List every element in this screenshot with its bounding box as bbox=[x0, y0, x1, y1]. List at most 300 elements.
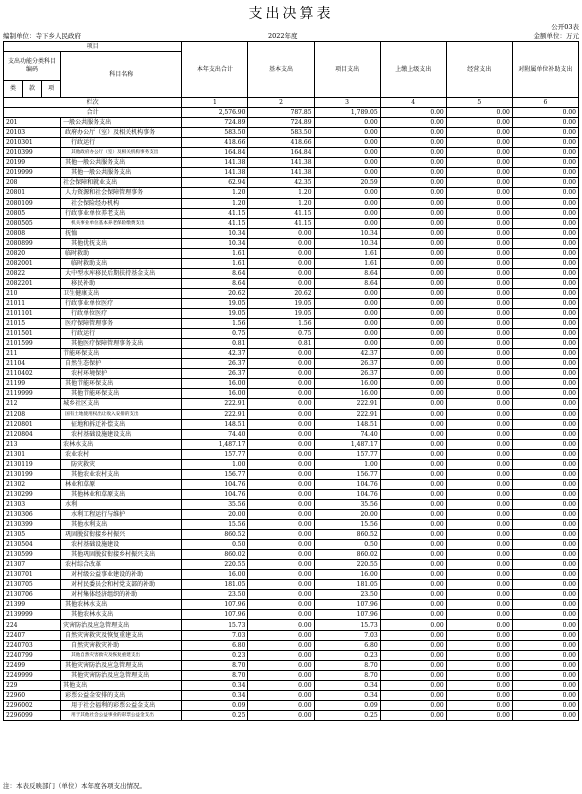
row-value: 0.00 bbox=[512, 228, 578, 238]
table-row bbox=[4, 690, 579, 700]
row-value: 0.00 bbox=[380, 509, 446, 519]
row-value: 0.00 bbox=[446, 459, 512, 469]
row-code: 21305 bbox=[4, 530, 61, 540]
row-value: 0.00 bbox=[512, 600, 578, 610]
table-row bbox=[4, 399, 579, 409]
row-value: 0.00 bbox=[512, 580, 578, 590]
table-row bbox=[4, 339, 579, 349]
row-value: 0.00 bbox=[512, 188, 578, 198]
row-value: 0.00 bbox=[248, 399, 314, 409]
row-value: 0.00 bbox=[446, 379, 512, 389]
row-value: 0.00 bbox=[446, 680, 512, 690]
row-value: 0.00 bbox=[512, 359, 578, 369]
row-value: 0.00 bbox=[380, 429, 446, 439]
row-value: 26.37 bbox=[314, 359, 380, 369]
row-value: 0.00 bbox=[446, 409, 512, 419]
row-code: 2119999 bbox=[4, 389, 61, 399]
row-value: 157.77 bbox=[182, 449, 248, 459]
row-value: 0.00 bbox=[248, 550, 314, 560]
row-code: 20801 bbox=[4, 188, 61, 198]
row-value: 0.00 bbox=[512, 128, 578, 138]
row-value: 41.15 bbox=[248, 218, 314, 228]
row-name: 卫生健康支出 bbox=[61, 288, 182, 298]
table-row bbox=[4, 570, 579, 580]
row-value: 20.00 bbox=[182, 509, 248, 519]
table-row bbox=[4, 489, 579, 499]
row-value: 0.00 bbox=[248, 419, 314, 429]
table-row bbox=[4, 409, 579, 419]
row-value: 26.37 bbox=[182, 369, 248, 379]
row-value: 0.00 bbox=[512, 238, 578, 248]
table-row bbox=[4, 138, 579, 148]
row-value: 0.34 bbox=[182, 680, 248, 690]
row-name: 彩票公益金安排的支出 bbox=[61, 690, 182, 700]
row-value: 0.00 bbox=[314, 288, 380, 298]
row-value: 0.00 bbox=[446, 228, 512, 238]
row-value: 0.00 bbox=[314, 298, 380, 308]
row-name: 其他水利支出 bbox=[61, 520, 182, 530]
row-value: 156.77 bbox=[314, 469, 380, 479]
row-value: 0.00 bbox=[380, 449, 446, 459]
row-value: 0.00 bbox=[248, 700, 314, 710]
row-value: 418.66 bbox=[182, 138, 248, 148]
row-value: 0.00 bbox=[512, 439, 578, 449]
row-value: 0.00 bbox=[446, 690, 512, 700]
row-name: 行政事业单位医疗 bbox=[61, 298, 182, 308]
row-value: 15.73 bbox=[314, 620, 380, 630]
header-col-submit: 上缴上级支出 bbox=[380, 42, 446, 98]
row-value: 0.00 bbox=[512, 650, 578, 660]
row-code: 2080109 bbox=[4, 198, 61, 208]
table-row bbox=[4, 379, 579, 389]
row-value: 0.00 bbox=[446, 148, 512, 158]
row-value: 0.00 bbox=[512, 298, 578, 308]
row-code: 212 bbox=[4, 399, 61, 409]
row-value: 0.00 bbox=[446, 329, 512, 339]
row-name: 行政事业单位养老支出 bbox=[61, 208, 182, 218]
row-value: 107.96 bbox=[314, 600, 380, 610]
row-name: 抚恤 bbox=[61, 228, 182, 238]
row-value: 8.64 bbox=[314, 278, 380, 288]
row-value: 0.00 bbox=[446, 660, 512, 670]
row-value: 0.00 bbox=[446, 399, 512, 409]
row-value: 104.76 bbox=[314, 479, 380, 489]
row-code: 22407 bbox=[4, 630, 61, 640]
row-code: 20199 bbox=[4, 158, 61, 168]
row-value: 35.56 bbox=[314, 499, 380, 509]
table-row bbox=[4, 479, 579, 489]
row-value: 0.00 bbox=[512, 349, 578, 359]
row-value: 0.00 bbox=[446, 319, 512, 329]
col-num-2: 2 bbox=[248, 98, 314, 108]
row-value: 0.00 bbox=[248, 449, 314, 459]
row-value: 0.00 bbox=[446, 499, 512, 509]
row-name: 巩固脱贫衔接乡村振兴 bbox=[61, 530, 182, 540]
row-value: 0.00 bbox=[248, 570, 314, 580]
header-item: 项目 bbox=[4, 42, 182, 52]
row-code: 22960 bbox=[4, 690, 61, 700]
row-code: 224 bbox=[4, 620, 61, 630]
table-row bbox=[4, 419, 579, 429]
row-value: 0.00 bbox=[248, 258, 314, 268]
row-code: 2139999 bbox=[4, 610, 61, 620]
row-value: 1.61 bbox=[182, 258, 248, 268]
row-value: 0.00 bbox=[380, 178, 446, 188]
row-value: 23.50 bbox=[314, 590, 380, 600]
row-name: 征地和拆迁补偿支出 bbox=[61, 419, 182, 429]
row-name: 节能环保支出 bbox=[61, 349, 182, 359]
header-col-subsidy: 对附属单位补助支出 bbox=[512, 42, 578, 98]
row-value: 0.00 bbox=[512, 339, 578, 349]
row-value: 0.00 bbox=[512, 198, 578, 208]
row-code: 208 bbox=[4, 178, 61, 188]
row-value: 15.56 bbox=[314, 520, 380, 530]
row-value: 0.00 bbox=[512, 208, 578, 218]
row-value: 0.00 bbox=[512, 118, 578, 128]
row-value: 1.00 bbox=[314, 459, 380, 469]
row-value: 0.00 bbox=[512, 248, 578, 258]
table-row bbox=[4, 680, 579, 690]
row-value: 1,487.17 bbox=[182, 439, 248, 449]
row-value: 0.00 bbox=[446, 479, 512, 489]
row-value: 157.77 bbox=[314, 449, 380, 459]
row-value: 0.00 bbox=[380, 690, 446, 700]
table-row bbox=[4, 198, 579, 208]
row-value: 0.00 bbox=[446, 118, 512, 128]
row-value: 8.70 bbox=[182, 670, 248, 680]
row-value: 0.00 bbox=[380, 268, 446, 278]
row-value: 0.00 bbox=[512, 309, 578, 319]
row-value: 0.00 bbox=[380, 339, 446, 349]
row-value: 0.00 bbox=[314, 128, 380, 138]
row-value: 0.00 bbox=[248, 268, 314, 278]
row-value: 0.00 bbox=[512, 550, 578, 560]
row-code: 213 bbox=[4, 439, 61, 449]
row-code: 2010399 bbox=[4, 148, 61, 158]
row-value: 104.76 bbox=[314, 489, 380, 499]
row-name: 农林水支出 bbox=[61, 439, 182, 449]
row-code: 2130119 bbox=[4, 459, 61, 469]
row-value: 0.00 bbox=[380, 278, 446, 288]
row-value: 0.00 bbox=[248, 248, 314, 258]
row-value: 0.00 bbox=[248, 620, 314, 630]
row-name: 对村民委员会和村党支部的补助 bbox=[61, 580, 182, 590]
row-code: 2130504 bbox=[4, 540, 61, 550]
row-value: 0.00 bbox=[314, 158, 380, 168]
row-value: 1.20 bbox=[248, 198, 314, 208]
row-name: 用于其他社会公益事业的彩票公益金支出 bbox=[61, 710, 182, 720]
row-code: 21208 bbox=[4, 409, 61, 419]
row-value: 0.09 bbox=[314, 700, 380, 710]
table-row bbox=[4, 278, 579, 288]
row-value: 1.61 bbox=[182, 248, 248, 258]
row-name: 行政运行 bbox=[61, 329, 182, 339]
row-value: 0.00 bbox=[446, 590, 512, 600]
row-value: 0.00 bbox=[446, 670, 512, 680]
row-value: 0.00 bbox=[380, 590, 446, 600]
row-value: 0.00 bbox=[446, 449, 512, 459]
row-value: 41.15 bbox=[182, 208, 248, 218]
row-value: 0.00 bbox=[380, 158, 446, 168]
row-value: 0.25 bbox=[182, 710, 248, 720]
table-row bbox=[4, 319, 579, 329]
table-row bbox=[4, 298, 579, 308]
row-value: 41.15 bbox=[248, 208, 314, 218]
row-name: 其他农业农村支出 bbox=[61, 469, 182, 479]
row-value: 220.55 bbox=[314, 560, 380, 570]
row-name: 政府办公厅（室）及相关机构事务 bbox=[61, 128, 182, 138]
row-value: 0.00 bbox=[512, 419, 578, 429]
row-value: 0.00 bbox=[380, 570, 446, 580]
row-code: 2130299 bbox=[4, 489, 61, 499]
row-value: 0.00 bbox=[512, 520, 578, 530]
expenditure-table bbox=[3, 41, 579, 721]
row-value: 0.00 bbox=[380, 228, 446, 238]
row-value: 0.00 bbox=[446, 158, 512, 168]
row-value: 0.00 bbox=[512, 449, 578, 459]
row-value: 0.00 bbox=[446, 650, 512, 660]
row-code: 2240703 bbox=[4, 640, 61, 650]
row-name: 农村环境保护 bbox=[61, 369, 182, 379]
col-num-5: 5 bbox=[446, 98, 512, 108]
row-value: 10.34 bbox=[182, 228, 248, 238]
total-cell: 0.00 bbox=[380, 108, 446, 118]
row-value: 0.00 bbox=[248, 359, 314, 369]
table-body bbox=[4, 118, 579, 721]
row-value: 16.00 bbox=[314, 570, 380, 580]
row-value: 0.00 bbox=[248, 520, 314, 530]
row-value: 0.00 bbox=[380, 198, 446, 208]
row-value: 0.00 bbox=[248, 650, 314, 660]
row-value: 0.00 bbox=[380, 479, 446, 489]
row-value: 0.00 bbox=[446, 570, 512, 580]
row-value: 0.00 bbox=[446, 429, 512, 439]
row-value: 148.51 bbox=[314, 419, 380, 429]
row-value: 1.00 bbox=[182, 459, 248, 469]
row-value: 0.09 bbox=[182, 700, 248, 710]
row-value: 0.00 bbox=[314, 319, 380, 329]
table-row bbox=[4, 429, 579, 439]
row-value: 0.00 bbox=[446, 238, 512, 248]
row-value: 0.00 bbox=[446, 128, 512, 138]
row-value: 0.00 bbox=[380, 600, 446, 610]
row-name: 临时救助 bbox=[61, 248, 182, 258]
row-name: 其他节能环保支出 bbox=[61, 379, 182, 389]
header-col-basic: 基本支出 bbox=[248, 42, 314, 98]
page-title: 支出决算表 bbox=[248, 6, 334, 22]
table-row bbox=[4, 238, 579, 248]
row-value: 10.34 bbox=[314, 238, 380, 248]
row-value: 6.80 bbox=[182, 640, 248, 650]
row-name: 行政运行 bbox=[61, 138, 182, 148]
table-row bbox=[4, 600, 579, 610]
row-value: 0.00 bbox=[512, 640, 578, 650]
row-value: 19.05 bbox=[182, 309, 248, 319]
row-value: 860.52 bbox=[314, 530, 380, 540]
total-cell: 0.00 bbox=[446, 108, 512, 118]
total-label: 合计 bbox=[4, 108, 182, 118]
row-value: 8.64 bbox=[182, 278, 248, 288]
row-value: 0.00 bbox=[248, 459, 314, 469]
row-value: 0.00 bbox=[314, 168, 380, 178]
row-value: 26.37 bbox=[314, 369, 380, 379]
row-value: 42.35 bbox=[248, 178, 314, 188]
row-value: 107.96 bbox=[182, 600, 248, 610]
row-value: 0.00 bbox=[248, 690, 314, 700]
row-value: 19.05 bbox=[248, 298, 314, 308]
row-code: 2120801 bbox=[4, 419, 61, 429]
total-cell: 0.00 bbox=[512, 108, 578, 118]
row-value: 0.00 bbox=[512, 690, 578, 700]
row-value: 0.00 bbox=[446, 278, 512, 288]
row-name: 其他林业和草原支出 bbox=[61, 489, 182, 499]
row-value: 0.00 bbox=[380, 369, 446, 379]
row-name: 其他节能环保支出 bbox=[61, 389, 182, 399]
row-name: 其他灾害防治及应急管理支出 bbox=[61, 670, 182, 680]
row-value: 0.00 bbox=[380, 329, 446, 339]
row-code: 21199 bbox=[4, 379, 61, 389]
total-row bbox=[4, 108, 579, 118]
row-code: 2296002 bbox=[4, 700, 61, 710]
row-name: 其他政府办公厅（室）及相关机构事务支出 bbox=[61, 148, 182, 158]
row-value: 0.00 bbox=[380, 710, 446, 720]
table-row bbox=[4, 700, 579, 710]
row-value: 0.00 bbox=[380, 650, 446, 660]
row-code: 2130706 bbox=[4, 590, 61, 600]
row-value: 860.02 bbox=[182, 550, 248, 560]
table-row bbox=[4, 359, 579, 369]
row-value: 0.00 bbox=[248, 238, 314, 248]
row-name: 农村基础设施建设支出 bbox=[61, 429, 182, 439]
row-value: 0.00 bbox=[380, 248, 446, 258]
row-value: 0.00 bbox=[380, 580, 446, 590]
row-code: 2080899 bbox=[4, 238, 61, 248]
row-code: 2080505 bbox=[4, 218, 61, 228]
row-code: 21015 bbox=[4, 319, 61, 329]
row-value: 104.76 bbox=[182, 479, 248, 489]
row-value: 0.34 bbox=[314, 690, 380, 700]
total-cell: 1,789.05 bbox=[314, 108, 380, 118]
row-name: 行政单位医疗 bbox=[61, 309, 182, 319]
row-value: 141.38 bbox=[248, 168, 314, 178]
row-value: 0.00 bbox=[512, 178, 578, 188]
row-value: 220.55 bbox=[182, 560, 248, 570]
row-value: 0.00 bbox=[380, 188, 446, 198]
row-value: 0.00 bbox=[380, 670, 446, 680]
row-value: 0.00 bbox=[248, 680, 314, 690]
row-value: 0.00 bbox=[446, 208, 512, 218]
row-value: 0.00 bbox=[446, 168, 512, 178]
row-code: 21302 bbox=[4, 479, 61, 489]
row-value: 0.00 bbox=[248, 429, 314, 439]
row-value: 0.00 bbox=[512, 489, 578, 499]
row-value: 164.84 bbox=[248, 148, 314, 158]
table-row bbox=[4, 439, 579, 449]
row-value: 0.00 bbox=[446, 188, 512, 198]
row-value: 0.00 bbox=[314, 309, 380, 319]
row-code: 21011 bbox=[4, 298, 61, 308]
row-value: 23.50 bbox=[182, 590, 248, 600]
table-row bbox=[4, 520, 579, 530]
row-value: 0.34 bbox=[314, 680, 380, 690]
row-value: 0.00 bbox=[248, 580, 314, 590]
row-value: 0.00 bbox=[248, 640, 314, 650]
row-value: 583.50 bbox=[248, 128, 314, 138]
row-name: 对村集体经济组织的补助 bbox=[61, 590, 182, 600]
col-num-6: 6 bbox=[512, 98, 578, 108]
row-value: 0.00 bbox=[446, 700, 512, 710]
row-value: 222.91 bbox=[314, 409, 380, 419]
row-value: 141.38 bbox=[248, 158, 314, 168]
row-value: 0.81 bbox=[182, 339, 248, 349]
row-value: 0.00 bbox=[446, 439, 512, 449]
table-row bbox=[4, 640, 579, 650]
header-xiang: 项 bbox=[42, 81, 61, 98]
row-value: 0.00 bbox=[512, 469, 578, 479]
header-lanci: 栏次 bbox=[4, 98, 182, 108]
row-name: 其他自然灾害救灾及恢复重建支出 bbox=[61, 650, 182, 660]
row-value: 0.00 bbox=[512, 278, 578, 288]
row-value: 1.61 bbox=[314, 248, 380, 258]
row-value: 16.00 bbox=[182, 379, 248, 389]
year-label: 2022年度 bbox=[268, 32, 298, 40]
row-name: 其他一般公共服务支出 bbox=[61, 168, 182, 178]
row-code: 2130399 bbox=[4, 520, 61, 530]
row-value: 0.00 bbox=[314, 208, 380, 218]
row-name: 水利 bbox=[61, 499, 182, 509]
row-code: 20820 bbox=[4, 248, 61, 258]
row-value: 0.00 bbox=[380, 550, 446, 560]
row-value: 0.00 bbox=[380, 128, 446, 138]
row-code: 2120804 bbox=[4, 429, 61, 439]
row-value: 0.00 bbox=[512, 590, 578, 600]
total-cell: 2,576.90 bbox=[182, 108, 248, 118]
table-row bbox=[4, 158, 579, 168]
row-value: 0.00 bbox=[380, 258, 446, 268]
row-code: 21104 bbox=[4, 359, 61, 369]
row-value: 0.00 bbox=[512, 499, 578, 509]
row-name: 其他医疗保障管理事务支出 bbox=[61, 339, 182, 349]
row-value: 1,487.17 bbox=[314, 439, 380, 449]
row-code: 2130599 bbox=[4, 550, 61, 560]
row-value: 0.00 bbox=[512, 138, 578, 148]
row-name: 灾害防治及应急管理支出 bbox=[61, 620, 182, 630]
row-value: 0.00 bbox=[248, 228, 314, 238]
row-value: 42.37 bbox=[314, 349, 380, 359]
row-value: 16.00 bbox=[182, 389, 248, 399]
row-value: 0.00 bbox=[512, 379, 578, 389]
row-value: 0.00 bbox=[314, 198, 380, 208]
row-value: 0.00 bbox=[314, 118, 380, 128]
row-value: 0.00 bbox=[248, 540, 314, 550]
header-kuan: 款 bbox=[23, 81, 42, 98]
row-name: 其他优抚支出 bbox=[61, 238, 182, 248]
row-value: 0.00 bbox=[446, 600, 512, 610]
row-value: 0.00 bbox=[512, 168, 578, 178]
row-value: 0.00 bbox=[248, 530, 314, 540]
row-code: 2019999 bbox=[4, 168, 61, 178]
row-value: 141.38 bbox=[182, 158, 248, 168]
row-value: 0.00 bbox=[446, 138, 512, 148]
row-name: 对村级公益事业建设的补助 bbox=[61, 570, 182, 580]
row-value: 0.75 bbox=[182, 329, 248, 339]
row-value: 0.00 bbox=[446, 469, 512, 479]
table-row bbox=[4, 540, 579, 550]
row-value: 0.00 bbox=[512, 540, 578, 550]
row-value: 148.51 bbox=[182, 419, 248, 429]
header-code: 支出功能分类科目编码 bbox=[4, 52, 61, 81]
row-code: 2130701 bbox=[4, 570, 61, 580]
